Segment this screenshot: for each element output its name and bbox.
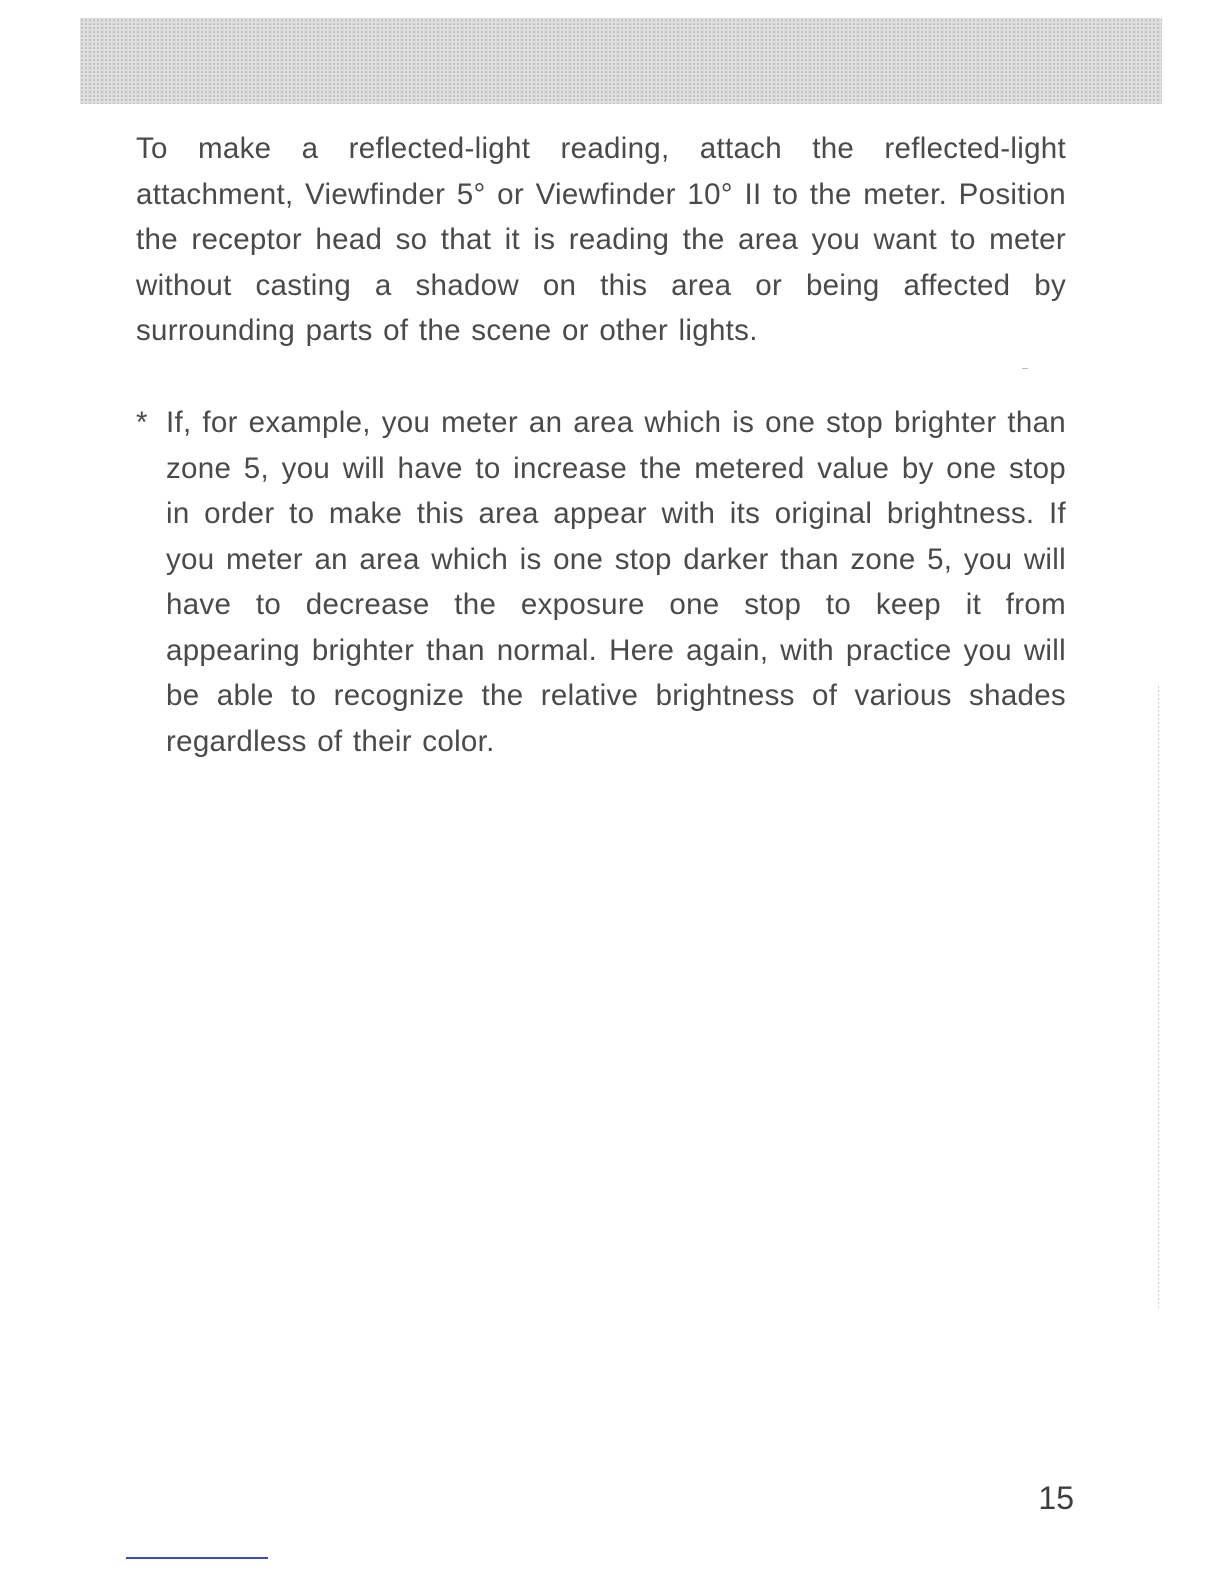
paragraph-reflected-light-reading: To make a reflected-light reading, attach the reflected-light attachment, Viewfinder 5° or Viewfinder 10° II to the meter. Position the receptor head so that it is reading the area you want to meter without casting a shadow on this area or being affected by surrounding parts of the scene or other lights. (136, 132, 1066, 347)
footnote-asterisk: * (136, 406, 148, 439)
page-edge-line (1158, 686, 1159, 1310)
bottom-rule (126, 1557, 268, 1559)
header-band (80, 18, 1162, 104)
margin-tick (1022, 368, 1028, 369)
page-number: 15 (1038, 1480, 1074, 1516)
paragraph-note-example: If, for example, you meter an area which is one stop brighter than zone 5, you will have to increase the metered value by one stop in order to make this area appear with its original brightness. If you meter an area which is one stop darker than zone 5, you will have to decrease the exposure one stop to keep it from appearing brighter than normal. Here again, with practice you will be able to recognize the relative brightness of various shades regardless of their color. (166, 406, 1066, 758)
